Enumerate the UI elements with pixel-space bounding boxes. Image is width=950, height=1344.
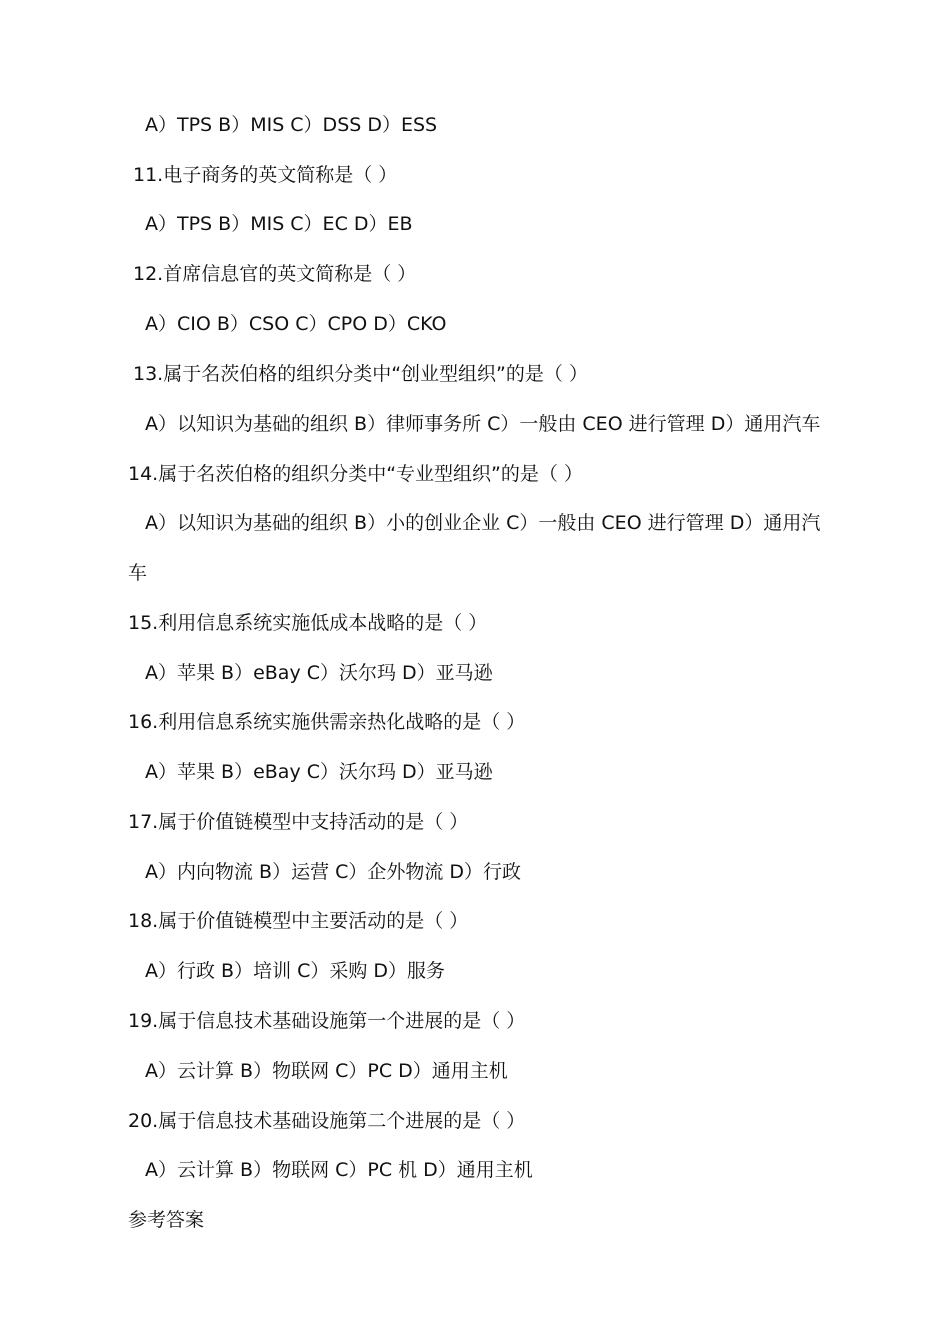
answers-heading: 参考答案 [128,1209,205,1231]
options-line-14-continued: 车 [128,562,148,584]
question-18: 18.属于价值链模型中主要活动的是（ ） [128,910,469,932]
question-20: 20.属于信息技术基础设施第二个进展的是（ ） [128,1110,526,1132]
options-line-18: A）行政 B）培训 C）采购 D）服务 [145,960,446,982]
options-line-20: A）云计算 B）物联网 C）PC 机 D）通用主机 [145,1159,533,1181]
options-line-13: A）以知识为基础的组织 B）律师事务所 C）一般由 CEO 进行管理 D）通用汽车 [145,413,821,435]
question-15: 15.利用信息系统实施低成本战略的是（ ） [128,612,488,634]
options-line-10: A）TPS B）MIS C）DSS D）ESS [145,114,438,136]
options-line-15: A）苹果 B）eBay C）沃尔玛 D）亚马逊 [145,662,493,684]
options-line-19: A）云计算 B）物联网 C）PC D）通用主机 [145,1060,508,1082]
options-line-12: A）CIO B）CSO C）CPO D）CKO [145,313,447,335]
question-13: 13.属于名茨伯格的组织分类中“创业型组织”的是（ ） [133,363,588,385]
options-line-14: A）以知识为基础的组织 B）小的创业企业 C）一般由 CEO 进行管理 D）通用汽 [145,512,821,534]
question-12: 12.首席信息官的英文简称是（ ） [133,263,417,285]
options-line-17: A）内向物流 B）运营 C）企外物流 D）行政 [145,861,522,883]
question-17: 17.属于价值链模型中支持活动的是（ ） [128,811,469,833]
options-line-11: A）TPS B）MIS C）EC D）EB [145,213,413,235]
question-19: 19.属于信息技术基础设施第一个进展的是（ ） [128,1010,526,1032]
options-line-16: A）苹果 B）eBay C）沃尔玛 D）亚马逊 [145,761,493,783]
question-11: 11.电子商务的英文简称是（ ） [133,164,398,186]
question-16: 16.利用信息系统实施供需亲热化战略的是（ ） [128,711,526,733]
question-14: 14.属于名茨伯格的组织分类中“专业型组织”的是（ ） [128,463,583,485]
